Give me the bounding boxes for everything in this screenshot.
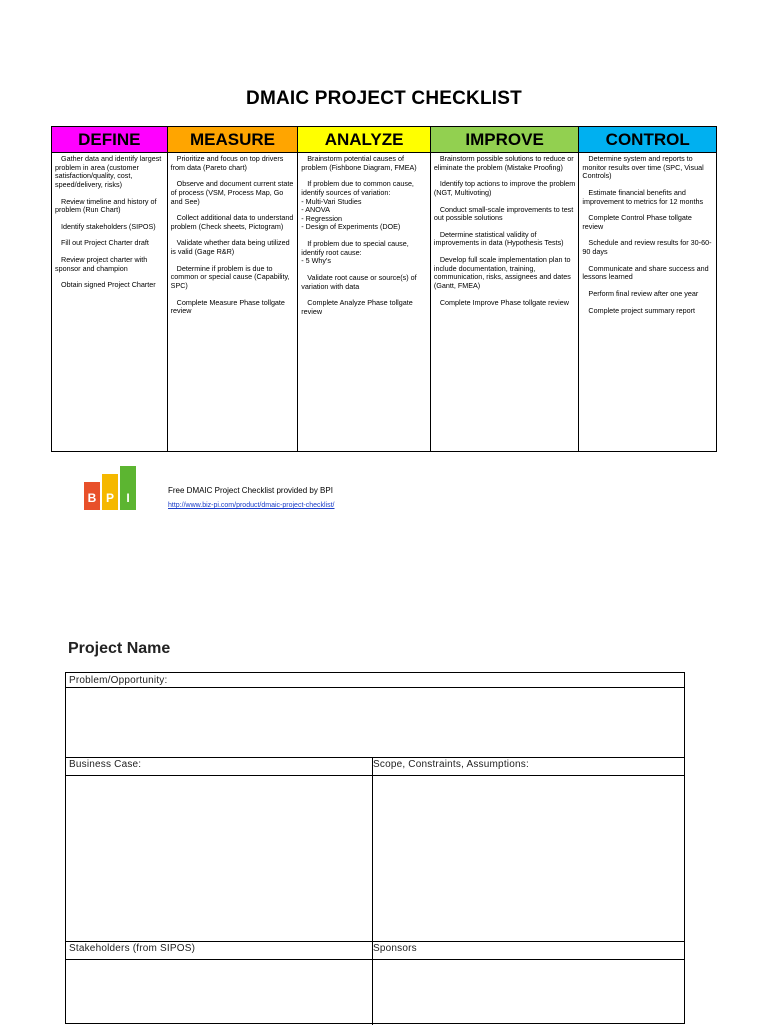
column-divider — [372, 757, 373, 1025]
checklist-item: If problem due to special cause, identify root cause: - 5 Why's — [301, 239, 409, 266]
measure-items — [168, 153, 298, 326]
checklist-item: Observe and document current state of process (VSM, Process Map, Go and See) — [170, 179, 294, 206]
improve-column — [431, 127, 580, 451]
checklist-item: Complete Improve Phase tollgate review — [439, 297, 569, 307]
improve-items — [431, 153, 579, 317]
divider — [66, 757, 684, 758]
sponsors-label: Sponsors — [373, 943, 417, 954]
analyze-column — [298, 127, 431, 451]
divider — [66, 687, 684, 688]
checklist-item: Validate whether data being utilized is valid (Gage R&R) — [170, 238, 290, 257]
checklist-item: Identify stakeholders (SIPOS) — [61, 221, 156, 231]
checklist-item: Determine if problem is due to common or special cause (Capability, SPC) — [170, 263, 290, 291]
checklist-item: Conduct small-scale improvements to test out possible solutions — [433, 204, 574, 223]
measure-column — [168, 127, 299, 451]
divider — [66, 959, 684, 960]
checklist-item: Develop full scale implementation plan to include documentation, training, communication, risks, assignees and dates (Gantt, FMEA) — [433, 255, 571, 291]
bpi-logo — [82, 464, 140, 512]
checklist-item: Validate root cause or source(s) of variation with data — [301, 273, 417, 291]
problem-opportunity-label: Problem/Opportunity: — [69, 675, 168, 686]
project-form — [65, 672, 685, 1024]
checklist-item: Complete Control Phase tollgate review — [582, 213, 692, 231]
checklist-item: Complete Analyze Phase tollgate review — [301, 298, 413, 316]
stakeholders-label: Stakeholders (from SIPOS) — [69, 943, 196, 954]
checklist-item: Collect additional data to understand problem (Check sheets, Pictogram) — [170, 213, 294, 231]
dmaic-checklist-table — [51, 126, 717, 452]
checklist-item: Review timeline and history of problem (Run Chart) — [55, 196, 157, 215]
page-title: DMAIC PROJECT CHECKLIST — [246, 88, 522, 109]
control-column — [579, 127, 716, 451]
bpi-logo-letter-p: P — [105, 491, 115, 505]
checklist-item: Complete Measure Phase tollgate review — [170, 297, 285, 316]
checklist-item: Determine statistical validity of improvements in data (Hypothesis Tests) — [433, 229, 564, 248]
analyze-header: ANALYZE — [298, 127, 430, 153]
checklist-item: Prioritize and focus on top drivers from data (Pareto chart) — [170, 154, 284, 172]
bpi-link[interactable]: http://www.biz-pi.com/product/dmaic-project-checklist/ — [168, 502, 335, 509]
checklist-item: Brainstorm potential causes of problem (Fishbone Diagram, FMEA) — [301, 154, 417, 172]
control-header: CONTROL — [579, 127, 716, 153]
provided-by-text: Free DMAIC Project Checklist provided by BPI — [168, 486, 333, 495]
business-case-label: Business Case: — [69, 759, 142, 770]
checklist-item: If problem due to common cause, identify sources of variation: - Multi-Vari Studies - ANOVA - Regression - Design of Experiments (DOE) — [301, 179, 414, 232]
improve-header: IMPROVE — [431, 127, 579, 153]
bpi-logo-letter-i: I — [126, 491, 130, 505]
checklist-item: Fill out Project Charter draft — [61, 238, 149, 248]
checklist-item: Obtain signed Project Charter — [61, 280, 156, 290]
measure-header: MEASURE — [168, 127, 298, 153]
control-items — [579, 153, 716, 325]
checklist-item: Brainstorm possible solutions to reduce or eliminate the problem (Mistake Proofing) — [433, 154, 574, 172]
checklist-item: Complete project summary report — [588, 305, 696, 315]
checklist-item: Estimate financial benefits and improvement to metrics for 12 months — [582, 187, 704, 206]
scope-constraints-label: Scope, Constraints, Assumptions: — [373, 759, 529, 770]
bpi-logo-letter-b: B — [87, 491, 97, 505]
define-items — [52, 153, 167, 300]
checklist-item: Identify top actions to improve the problem (NGT, Multivoting) — [433, 179, 576, 197]
analyze-items — [298, 153, 430, 327]
checklist-item: Communicate and share success and lessons learned — [582, 263, 709, 282]
define-header: DEFINE — [52, 127, 167, 153]
define-column — [52, 127, 168, 451]
project-name-heading: Project Name — [68, 640, 171, 657]
checklist-item: Schedule and review results for 30-60-90 days — [582, 238, 712, 257]
checklist-item: Review project charter with sponsor and champion — [55, 255, 148, 273]
checklist-item: Perform final review after one year — [588, 289, 699, 299]
checklist-item: Determine system and reports to monitor results over time (SPC, Visual Controls) — [582, 154, 704, 181]
divider — [66, 775, 684, 776]
divider — [66, 941, 684, 942]
checklist-item: Gather data and identify largest problem in area (customer satisfaction/quality, cost, speed/delivery, risks) — [55, 154, 162, 189]
